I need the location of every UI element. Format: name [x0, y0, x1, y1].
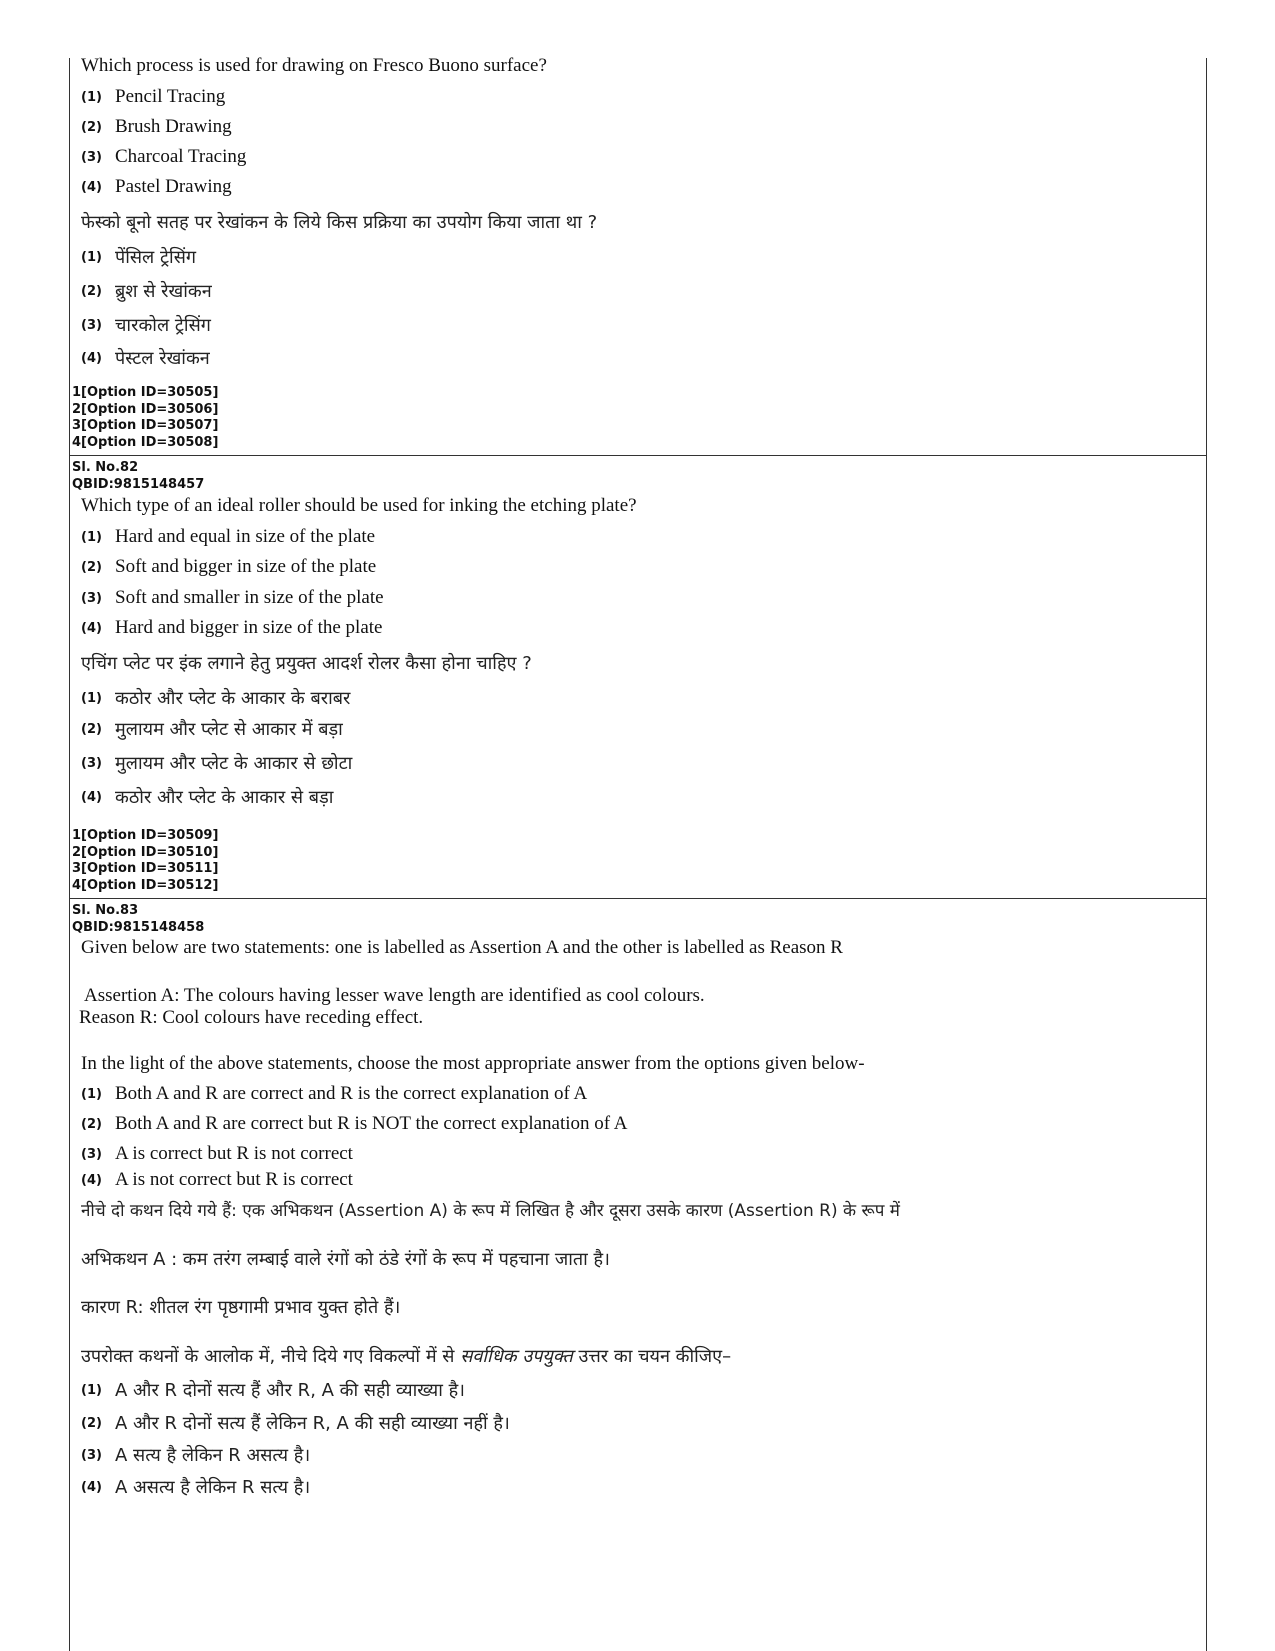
option-en-3: (3) Soft and smaller in size of the plate [81, 587, 384, 608]
option-id: 1[Option ID=30509] [72, 828, 219, 843]
serial-number: Sl. No.83 [72, 903, 139, 918]
option-hi-1: (1) पेंसिल ट्रेसिंग [81, 247, 197, 268]
option-hi-4: (4) कठोर और प्लेट के आकार से बड़ा [81, 787, 334, 808]
option-id: 3[Option ID=30507] [72, 418, 219, 433]
option-en-2: (2) Both A and R are correct but R is NOT the correct explanation of A [81, 1113, 628, 1134]
option-id-list [72, 385, 218, 451]
option-id: 4[Option ID=30508] [72, 434, 219, 450]
option-en-1: (1) Both A and R are correct and R is the correct explanation of A [81, 1083, 588, 1104]
emphasis-text: सर्वाधिक उपयुक्त [460, 1346, 573, 1367]
option-hi-2: (2) ब्रुश से रेखांकन [81, 281, 212, 302]
assertion-hi: अभिकथन A : कम तरंग लम्बाई वाले रंगों को ठंडे रंगों के रूप में पहचाना जाता है। [81, 1249, 610, 1270]
question-text-hi: एचिंग प्लेट पर इंक लगाने हेतु प्रयुक्त आदर्श रोलर कैसा होना चाहिए ? [81, 653, 532, 674]
option-en-4: (4) Pastel Drawing [81, 176, 232, 197]
option-en-3: (3) A is correct but R is not correct [81, 1143, 353, 1164]
option-en-4: (4) Hard and bigger in size of the plate [81, 617, 383, 638]
qbid: QBID:9815148457 [72, 476, 205, 492]
question-text-hi: फेस्को बूनो सतह पर रेखांकन के लिये किस प्रक्रिया का उपयोग किया जाता था ? [81, 212, 598, 233]
option-id: 1[Option ID=30505] [72, 385, 219, 400]
option-en-3: (3) Charcoal Tracing [81, 146, 247, 167]
option-id-list [72, 828, 218, 894]
option-hi-3: (3) मुलायम और प्लेट के आकार से छोटा [81, 753, 353, 774]
question-meta [72, 903, 204, 936]
serial-number: Sl. No.82 [72, 460, 139, 475]
section-divider [69, 898, 1207, 899]
option-id: 2[Option ID=30510] [72, 844, 219, 860]
reason-en: Reason R: Cool colours have receding effect. [79, 1007, 424, 1028]
option-en-1: (1) Pencil Tracing [81, 86, 226, 107]
option-id: 4[Option ID=30512] [72, 877, 219, 893]
option-id: 2[Option ID=30506] [72, 401, 219, 417]
option-hi-1: (1) A और R दोनों सत्य हैं और R, A की सही व्याख्या है। [81, 1380, 465, 1401]
option-hi-1: (1) कठोर और प्लेट के आकार के बराबर [81, 688, 351, 709]
option-en-1: (1) Hard and equal in size of the plate [81, 526, 376, 547]
option-en-4: (4) A is not correct but R is correct [81, 1169, 353, 1190]
question-paper-frame [69, 0, 1207, 1651]
right-border [1206, 58, 1207, 1651]
qbid: QBID:9815148458 [72, 919, 205, 935]
section-divider [69, 455, 1207, 456]
question-text-en: Which process is used for drawing on Fresco Buono surface? [81, 55, 547, 76]
option-hi-3: (3) चारकोल ट्रेसिंग [81, 315, 211, 336]
reason-hi: कारण R: शीतल रंग पृष्ठगामी प्रभाव युक्त होते हैं। [81, 1297, 401, 1318]
option-hi-4: (4) A असत्य है लेकिन R सत्य है। [81, 1477, 311, 1498]
option-en-2: (2) Brush Drawing [81, 116, 232, 137]
option-en-2: (2) Soft and bigger in size of the plate [81, 556, 377, 577]
option-hi-4: (4) पेस्टल रेखांकन [81, 348, 210, 369]
assertion-intro-hi: नीचे दो कथन दिये गये हैं: एक अभिकथन (Assertion A) के रूप में लिखित है और दूसरा उसके कारण (Assertion R) के रूप में [81, 1201, 900, 1221]
assertion-intro-en: Given below are two statements: one is labelled as Assertion A and the other is labelled as Reason R [81, 937, 843, 958]
instruction-hi: उपरोक्त कथनों के आलोक में, नीचे दिये गए विकल्पों में से सर्वाधिक उपयुक्त उत्तर का चयन कीजिए– [81, 1346, 732, 1367]
question-meta [72, 460, 204, 493]
assertion-en: Assertion A: The colours having lesser wave length are identified as cool colours. [84, 985, 705, 1006]
option-hi-2: (2) मुलायम और प्लेट से आकार में बड़ा [81, 719, 343, 740]
question-text-en: Which type of an ideal roller should be used for inking the etching plate? [81, 495, 637, 516]
option-id: 3[Option ID=30511] [72, 861, 219, 876]
left-border [69, 58, 70, 1651]
option-hi-3: (3) A सत्य है लेकिन R असत्य है। [81, 1445, 311, 1466]
option-hi-2: (2) A और R दोनों सत्य हैं लेकिन R, A की सही व्याख्या नहीं है। [81, 1413, 510, 1434]
instruction-en: In the light of the above statements, choose the most appropriate answer from the options given below- [81, 1053, 865, 1074]
